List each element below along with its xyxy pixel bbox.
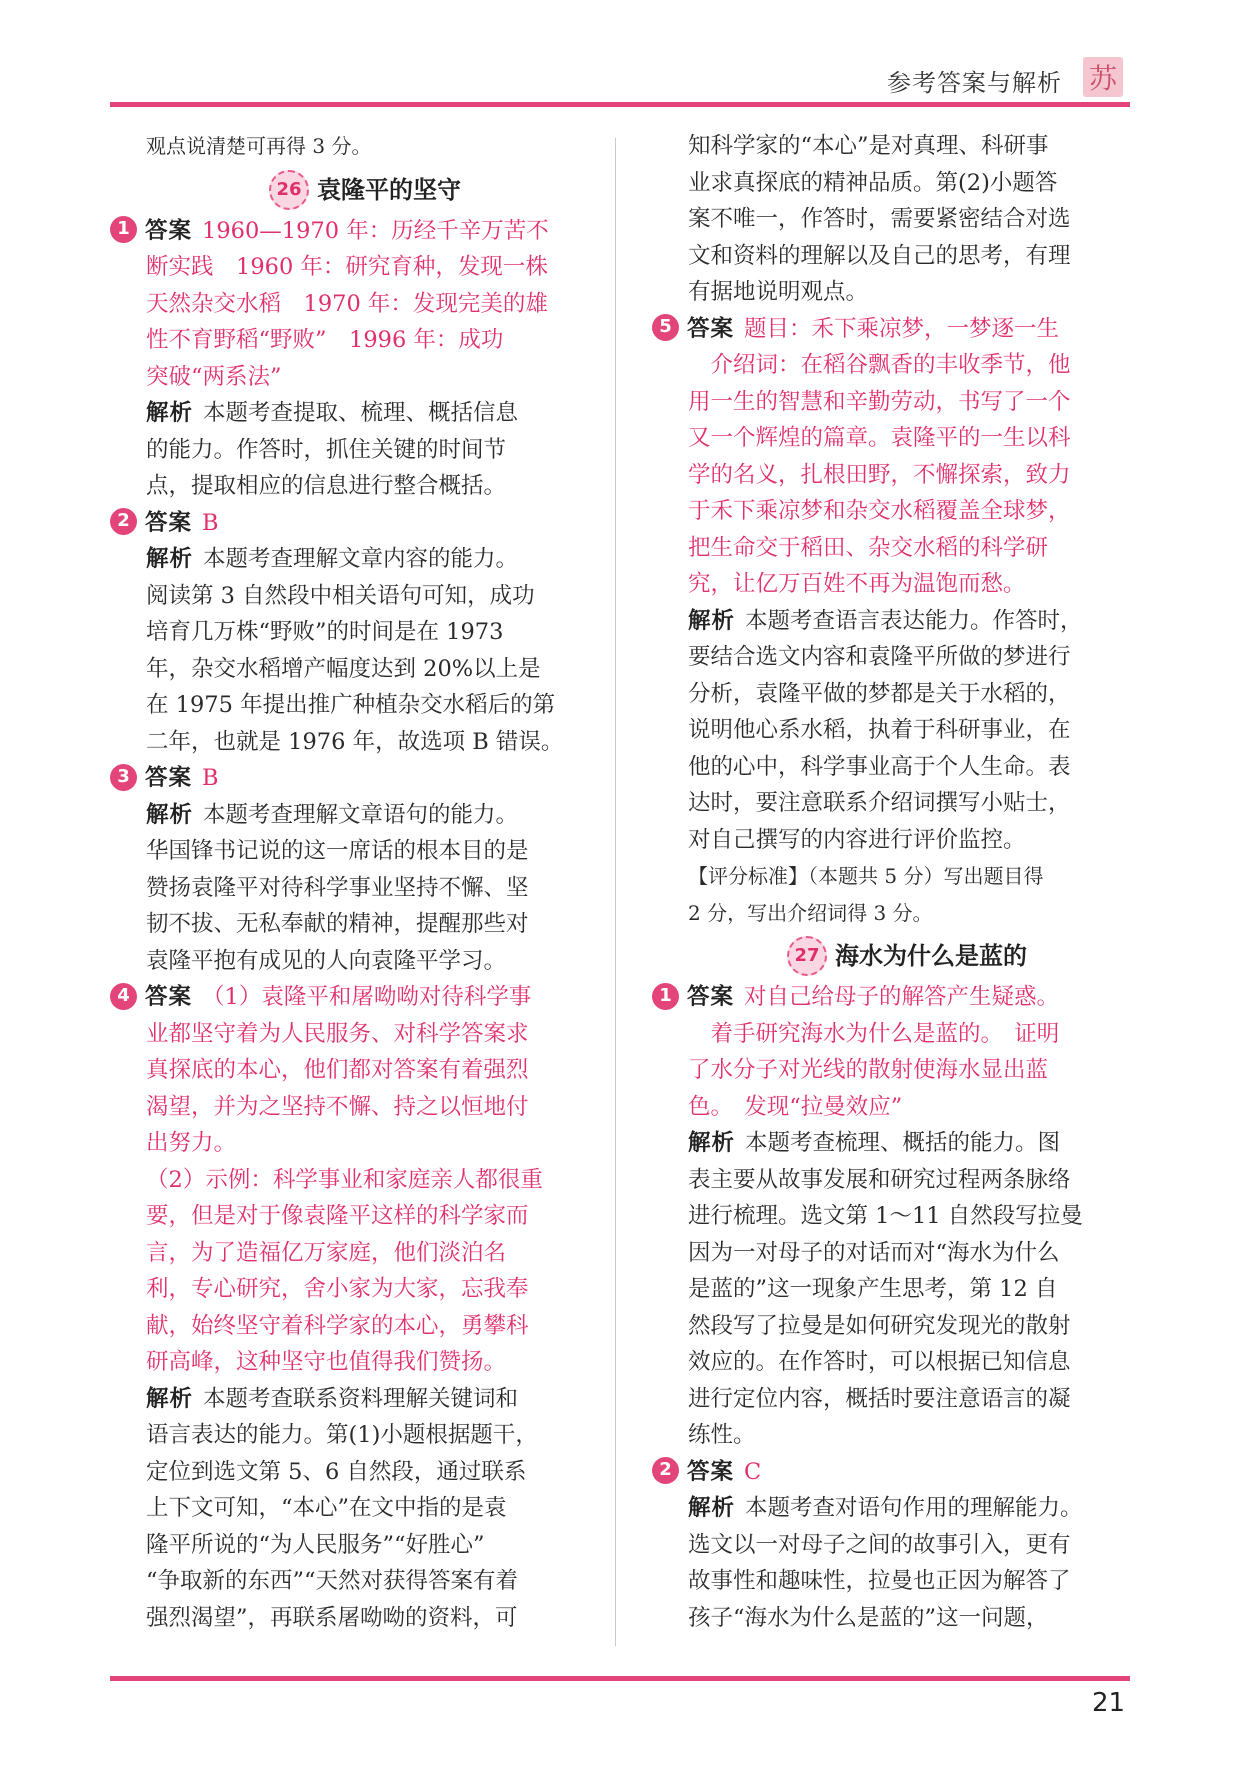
text-line <box>146 1162 584 1199</box>
text-line <box>146 1417 584 1454</box>
line-text: 本题考查语言表达能力。作答时， <box>745 607 1083 634</box>
analysis-line <box>146 1381 584 1418</box>
text-line <box>146 1052 584 1089</box>
text-line <box>146 1271 584 1308</box>
text-line <box>146 1527 584 1564</box>
section-heading <box>688 933 1126 977</box>
line-text: 出努力。 <box>146 1130 237 1156</box>
line-text: 进行梳理。选文第 1～11 自然段写拉曼 <box>688 1203 1083 1229</box>
analysis-line <box>146 797 584 834</box>
line-text: 真探底的本心，他们都对答案有着强烈 <box>146 1057 529 1083</box>
text-line <box>146 1198 584 1235</box>
answer-label: 答案 <box>687 984 735 1010</box>
analysis-line <box>688 1125 1126 1162</box>
line-text: 表主要从故事发展和研究过程两条脉络 <box>688 1166 1071 1193</box>
text-line <box>688 384 1126 421</box>
text-line <box>688 238 1126 275</box>
line-text: 着手研究海水为什么是蓝的。 证明 <box>688 1020 1060 1047</box>
answer-label: 答案 <box>145 217 193 244</box>
text-line <box>688 457 1126 494</box>
line-text: 又一个辉煌的篇章。袁隆平的一生以科 <box>688 425 1071 451</box>
line-text: 要，但是对于像袁隆平这样的科学家而 <box>146 1203 529 1229</box>
footer-rule <box>110 1676 1130 1681</box>
line-text: 2 分，写出介绍词得 3 分。 <box>688 900 933 925</box>
line-text: 在 1975 年提出推广种植杂交水稻后的第 <box>146 692 556 718</box>
line-text: 本题考查联系资料理解关键词和 <box>203 1385 519 1412</box>
line-text: 语言表达的能力。第(1)小题根据题干， <box>146 1422 538 1448</box>
question-number: 1 <box>110 216 137 243</box>
text-line <box>146 1490 584 1527</box>
line-text: 1960—1970 年：历经千辛万苦不 <box>202 217 549 244</box>
text-line <box>146 906 584 943</box>
question-answer-line <box>110 213 584 250</box>
analysis-label: 解析 <box>688 1495 736 1521</box>
text-line <box>688 676 1126 713</box>
text-line <box>688 1417 1126 1454</box>
line-text: 年，杂交水稻增产幅度达到 20%以上是 <box>146 655 541 682</box>
line-text: 观点说清楚可再得 3 分。 <box>146 134 372 158</box>
line-text: 的能力。作答时，抓住关键的时间节 <box>146 436 507 463</box>
line-text: 练性。 <box>688 1422 756 1448</box>
analysis-line <box>146 395 584 432</box>
text-line <box>688 530 1126 567</box>
line-text: 对自己撰写的内容进行评价监控。 <box>688 826 1026 853</box>
line-text: 定位到选文第 5、6 自然段，通过联系 <box>146 1458 527 1485</box>
text-line <box>146 128 584 165</box>
text-line <box>688 493 1126 530</box>
column-divider <box>615 138 616 1646</box>
text-line <box>146 614 584 651</box>
text-line <box>146 1125 584 1162</box>
line-text: 进行定位内容，概括时要注意语言的凝 <box>688 1385 1071 1412</box>
text-line <box>146 359 584 396</box>
text-line <box>146 578 584 615</box>
question-answer-line <box>652 979 1126 1016</box>
text-line <box>146 833 584 870</box>
question-answer-line <box>652 1454 1126 1491</box>
line-text: C <box>744 1458 762 1485</box>
text-line <box>688 201 1126 238</box>
line-text: 业求真探底的精神品质。第(2)小题答 <box>688 169 1058 196</box>
answer-label: 答案 <box>687 1458 735 1485</box>
text-line <box>146 249 584 286</box>
question-number: 3 <box>110 764 137 791</box>
line-text: 然段写了拉曼是如何研究发现光的散射 <box>688 1312 1071 1339</box>
line-text: 培育几万株“野败”的时间是在 1973 <box>146 619 504 645</box>
text-line <box>146 943 584 980</box>
line-text: 韧不拔、无私奉献的精神，提醒那些对 <box>146 911 529 937</box>
analysis-line <box>688 1490 1126 1527</box>
text-line <box>688 895 1126 932</box>
text-line <box>688 566 1126 603</box>
line-text: 对自己给母子的解答产生疑惑。 <box>744 984 1060 1010</box>
right-column <box>659 128 1126 1636</box>
text-line <box>146 286 584 323</box>
text-line <box>688 128 1126 165</box>
analysis-line <box>146 541 584 578</box>
text-line <box>146 1454 584 1491</box>
text-line <box>688 1563 1126 1600</box>
line-text: 【评分标准】（本题共 5 分）写出题目得 <box>688 864 1044 888</box>
text-line <box>688 1052 1126 1089</box>
analysis-label: 解析 <box>688 1130 736 1156</box>
text-line <box>688 1344 1126 1381</box>
line-text: 断实践 1960 年：研究育种，发现一株 <box>146 254 548 280</box>
text-line <box>688 1162 1126 1199</box>
line-text: B <box>202 509 219 536</box>
line-text: （2）示例：科学事业和家庭亲人都很重 <box>146 1166 543 1193</box>
text-line <box>688 639 1126 676</box>
text-line <box>688 822 1126 859</box>
text-line <box>146 724 584 761</box>
line-text: 阅读第 3 自然段中相关语句可知，成功 <box>146 582 535 609</box>
line-text: 把生命交于稻田、杂交水稻的科学研 <box>688 534 1049 561</box>
line-text: 了水分子对光线的散射使海水显出蓝 <box>688 1057 1049 1083</box>
left-column <box>117 128 584 1636</box>
line-text: 色。 发现“拉曼效应” <box>688 1093 903 1120</box>
analysis-line <box>688 603 1126 640</box>
text-line <box>146 1089 584 1126</box>
line-text: 用一生的智慧和辛勤劳动，书写了一个 <box>688 388 1071 415</box>
question-answer-line <box>652 311 1126 348</box>
text-line <box>146 1308 584 1345</box>
line-text: 隆平所说的“为人民服务”“好胜心” <box>146 1531 485 1558</box>
line-text: 上下文可知，“本心”在文中指的是袁 <box>146 1495 507 1521</box>
line-text: 知科学家的“本心”是对真理、科研事 <box>688 133 1049 159</box>
line-text: 故事性和趣味性，拉曼也正因为解答了 <box>688 1568 1071 1594</box>
line-text: 说明他心系水稻，执着于科研事业，在 <box>688 717 1071 743</box>
line-text: 是蓝的”这一现象产生思考，第 12 自 <box>688 1276 1058 1302</box>
line-text: 袁隆平抱有成见的人向袁隆平学习。 <box>146 947 507 974</box>
analysis-label: 解析 <box>146 1385 194 1412</box>
section-number: 26 <box>269 170 309 210</box>
line-text: 献，始终坚守着科学家的本心，勇攀科 <box>146 1312 529 1339</box>
line-text: 本题考查理解文章语句的能力。 <box>203 801 519 828</box>
line-text: 本题考查理解文章内容的能力。 <box>203 546 519 572</box>
text-line <box>146 468 584 505</box>
line-text: 赞扬袁隆平对待科学事业坚持不懈、坚 <box>146 874 529 901</box>
line-text: 孩子“海水为什么是蓝的”这一问题， <box>688 1604 1049 1631</box>
question-number: 4 <box>110 983 137 1010</box>
section-heading <box>146 167 584 211</box>
edition-tag: 苏 <box>1083 57 1123 97</box>
line-text: 性不育野稻“野败” 1996 年：成功 <box>146 327 504 353</box>
question-answer-line <box>110 979 584 1016</box>
text-line <box>688 420 1126 457</box>
line-text: 业都坚守着为人民服务、对科学答案求 <box>146 1020 529 1047</box>
line-text: 研高峰，这种坚守也值得我们赞扬。 <box>146 1349 507 1375</box>
page-number: 21 <box>1092 1688 1126 1718</box>
line-text: 二年，也就是 1976 年，故选项 B 错误。 <box>146 728 564 755</box>
text-line <box>146 1563 584 1600</box>
text-line <box>688 1308 1126 1345</box>
analysis-label: 解析 <box>146 546 194 572</box>
text-line <box>688 749 1126 786</box>
text-line <box>688 712 1126 749</box>
line-text: 利，专心研究，舍小家为大家，忘我奉 <box>146 1276 529 1302</box>
line-text: 选文以一对母子之间的故事引入，更有 <box>688 1531 1071 1558</box>
text-line <box>146 1600 584 1637</box>
analysis-label: 解析 <box>146 801 194 828</box>
line-text: “争取新的东西”“天然对获得答案有着 <box>146 1568 519 1594</box>
answer-label: 答案 <box>687 315 735 342</box>
text-line <box>146 432 584 469</box>
answer-label: 答案 <box>145 509 193 536</box>
line-text: 达时，要注意联系介绍词撰写小贴士， <box>688 790 1071 816</box>
text-line <box>146 1344 584 1381</box>
question-answer-line <box>110 760 584 797</box>
text-line <box>688 347 1126 384</box>
line-text: 本题考查提取、梳理、概括信息 <box>203 400 519 426</box>
analysis-label: 解析 <box>688 607 736 634</box>
line-text: 题目：禾下乘凉梦，一梦逐一生 <box>744 315 1060 342</box>
line-text: 分析，袁隆平做的梦都是关于水稻的， <box>688 680 1071 707</box>
section-title: 袁隆平的坚守 <box>317 175 461 204</box>
line-text: 有据地说明观点。 <box>688 279 869 305</box>
line-text: 天然杂交水稻 1970 年：发现完美的雄 <box>146 290 548 317</box>
text-line <box>688 1527 1126 1564</box>
section-number: 27 <box>787 936 827 976</box>
text-line <box>688 1198 1126 1235</box>
section-title: 海水为什么是蓝的 <box>835 942 1027 970</box>
line-text: 他的心中，科学事业高于个人生命。表 <box>688 753 1071 780</box>
line-text: 介绍词：在稻谷飘香的丰收季节，他 <box>688 352 1071 378</box>
text-line <box>688 274 1126 311</box>
line-text: B <box>202 765 219 791</box>
line-text: 效应的。在作答时，可以根据已知信息 <box>688 1349 1071 1375</box>
text-line <box>146 687 584 724</box>
line-text: 渴望，并为之坚持不懈、持之以恒地付 <box>146 1093 529 1120</box>
text-line <box>688 785 1126 822</box>
question-answer-line <box>110 505 584 542</box>
answer-label: 答案 <box>145 765 193 791</box>
line-text: 点，提取相应的信息进行整合概括。 <box>146 473 507 499</box>
header-rule <box>110 102 1130 107</box>
analysis-label: 解析 <box>146 400 194 426</box>
line-text: 文和资料的理解以及自己的思考，有理 <box>688 242 1071 269</box>
text-line <box>146 651 584 688</box>
text-line <box>688 1016 1126 1053</box>
page-header-title: 参考答案与解析 <box>887 69 1062 97</box>
text-line <box>146 870 584 907</box>
text-line <box>146 322 584 359</box>
text-line <box>688 1600 1126 1637</box>
line-text: 学的名义，扎根田野，不懈探索，致力 <box>688 461 1071 488</box>
line-text: （1）袁隆平和屠呦呦对待科学事 <box>202 984 532 1010</box>
line-text: 言，为了造福亿万家庭，他们淡泊名 <box>146 1239 507 1266</box>
text-line <box>688 1381 1126 1418</box>
answer-label: 答案 <box>145 984 193 1010</box>
line-text: 因为一对母子的对话而对“海水为什么 <box>688 1239 1060 1266</box>
line-text: 于禾下乘凉梦和杂交水稻覆盖全球梦， <box>688 498 1071 524</box>
question-number: 2 <box>110 508 137 535</box>
line-text: 要结合选文内容和袁隆平所做的梦进行 <box>688 644 1071 670</box>
line-text: 究，让亿万百姓不再为温饱而愁。 <box>688 571 1026 597</box>
line-text: 案不唯一，作答时，需要紧密结合对选 <box>688 206 1071 232</box>
line-text: 本题考查对语句作用的理解能力。 <box>745 1495 1083 1521</box>
text-line <box>688 1089 1126 1126</box>
line-text: 本题考查梳理、概括的能力。图 <box>745 1130 1061 1156</box>
text-line <box>146 1235 584 1272</box>
line-text: 强烈渴望”，再联系屠呦呦的资料，可 <box>146 1604 518 1631</box>
line-text: 华国锋书记说的这一席话的根本目的是 <box>146 838 529 864</box>
question-number: 2 <box>652 1457 679 1484</box>
text-line <box>146 1016 584 1053</box>
line-text: 突破“两系法” <box>146 363 282 390</box>
question-number: 5 <box>652 314 679 341</box>
text-line <box>688 1271 1126 1308</box>
text-line <box>688 858 1126 895</box>
text-line <box>688 1235 1126 1272</box>
text-line <box>688 165 1126 202</box>
question-number: 1 <box>652 983 679 1010</box>
